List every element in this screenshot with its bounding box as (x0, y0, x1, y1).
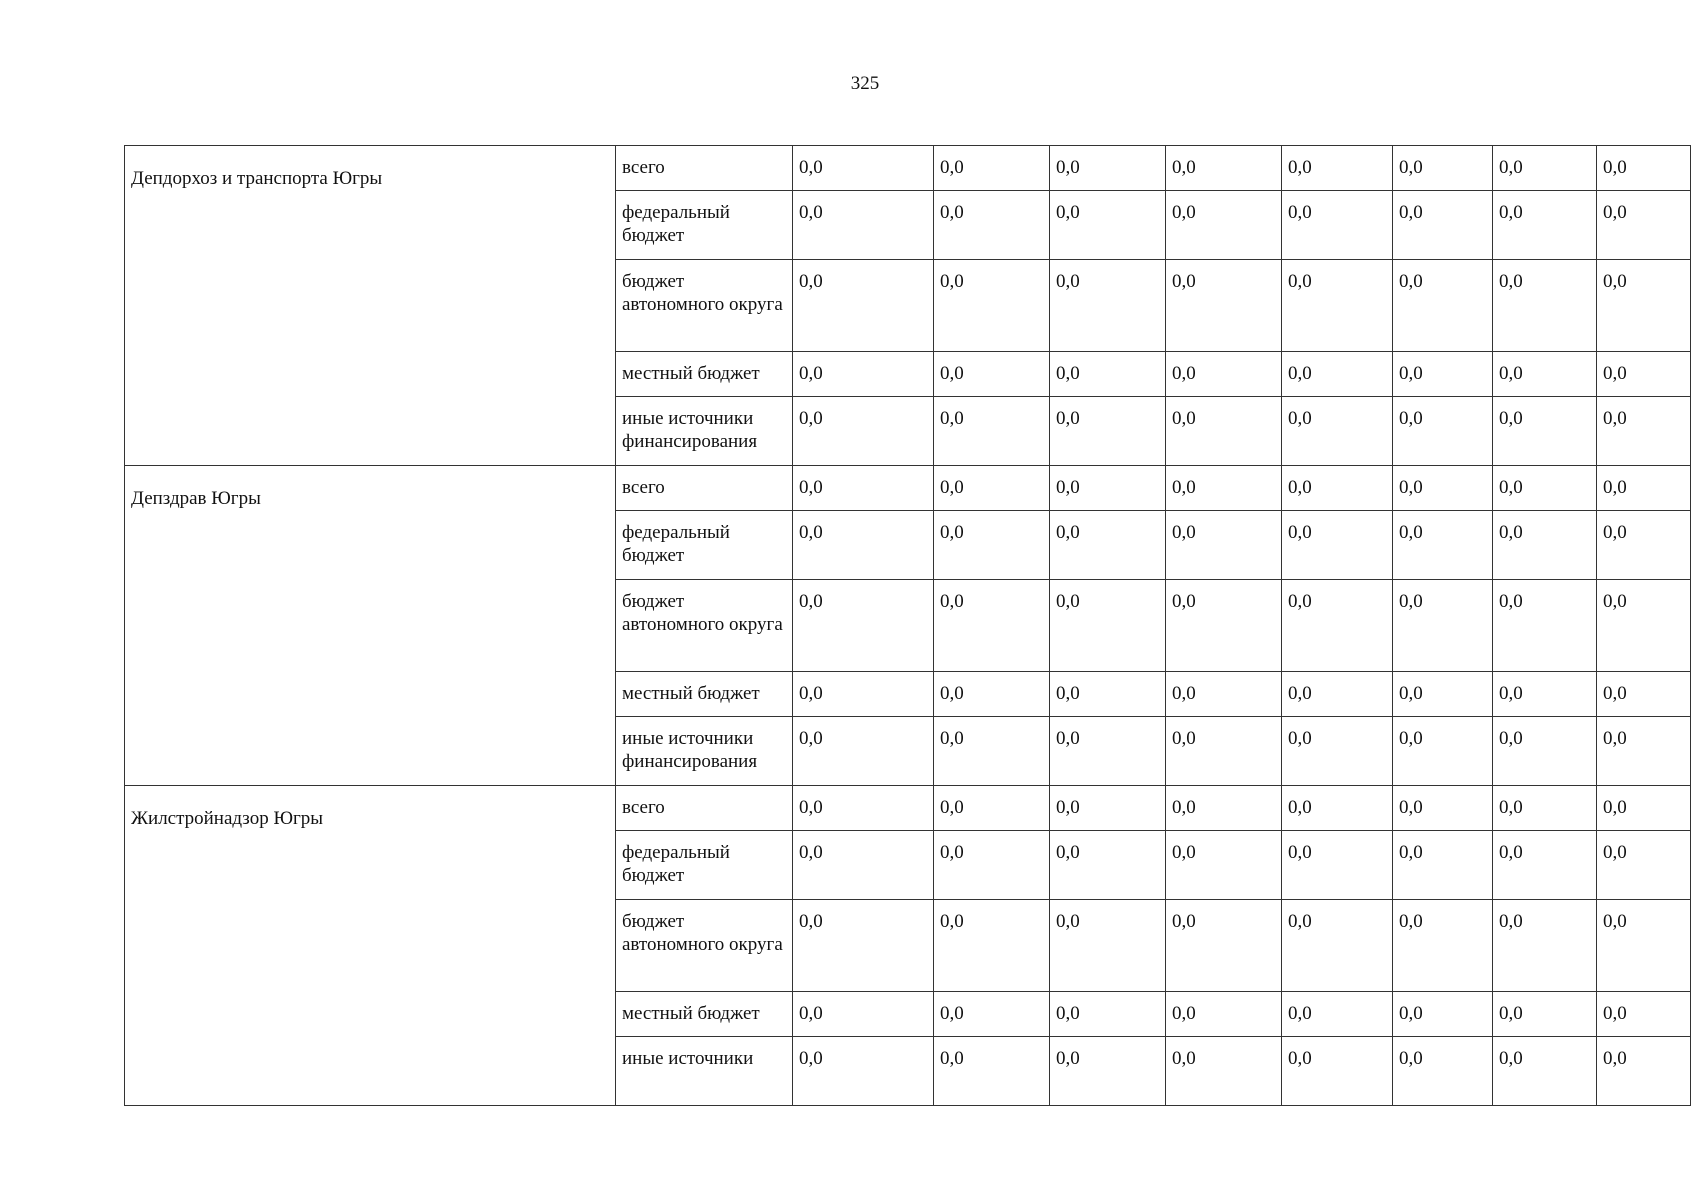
page-number: 325 (850, 73, 880, 94)
value-cell: 0,0 (1493, 717, 1597, 786)
value-cell: 0,0 (793, 1037, 934, 1106)
value-cell: 0,0 (1282, 260, 1393, 352)
organization-cell: Депдорхоз и транспорта Югры (125, 146, 616, 466)
value-cell: 0,0 (1393, 146, 1493, 191)
value-cell: 0,0 (1282, 831, 1393, 900)
value-cell: 0,0 (1166, 397, 1282, 466)
value-cell: 0,0 (1393, 580, 1493, 672)
value-cell: 0,0 (1393, 1037, 1493, 1106)
value-cell: 0,0 (1597, 260, 1691, 352)
value-cell: 0,0 (1050, 466, 1166, 511)
value-cell: 0,0 (934, 146, 1050, 191)
value-cell: 0,0 (1393, 717, 1493, 786)
funding-source-cell: всего (616, 146, 793, 191)
value-cell: 0,0 (793, 260, 934, 352)
value-cell: 0,0 (934, 511, 1050, 580)
value-cell: 0,0 (1050, 580, 1166, 672)
funding-source-cell: местный бюджет (616, 992, 793, 1037)
value-cell: 0,0 (1050, 900, 1166, 992)
value-cell: 0,0 (934, 1037, 1050, 1106)
value-cell: 0,0 (1050, 717, 1166, 786)
funding-source-cell: иные источники финансирования (616, 717, 793, 786)
value-cell: 0,0 (793, 511, 934, 580)
value-cell: 0,0 (1282, 146, 1393, 191)
funding-source-cell: бюджет автономного округа (616, 260, 793, 352)
value-cell: 0,0 (1282, 717, 1393, 786)
value-cell: 0,0 (1393, 992, 1493, 1037)
financing-table (124, 145, 1691, 1106)
value-cell: 0,0 (1282, 900, 1393, 992)
value-cell: 0,0 (793, 146, 934, 191)
value-cell: 0,0 (1393, 786, 1493, 831)
value-cell: 0,0 (934, 717, 1050, 786)
value-cell: 0,0 (1166, 191, 1282, 260)
value-cell: 0,0 (1493, 1037, 1597, 1106)
value-cell: 0,0 (934, 831, 1050, 900)
table-row (125, 146, 1691, 191)
value-cell: 0,0 (1282, 580, 1393, 672)
organization-cell: Жилстройнадзор Югры (125, 786, 616, 1106)
value-cell: 0,0 (1282, 992, 1393, 1037)
value-cell: 0,0 (934, 397, 1050, 466)
value-cell: 0,0 (934, 191, 1050, 260)
funding-source-cell: бюджет автономного округа (616, 580, 793, 672)
value-cell: 0,0 (793, 580, 934, 672)
value-cell: 0,0 (934, 992, 1050, 1037)
value-cell: 0,0 (1493, 580, 1597, 672)
value-cell: 0,0 (1393, 397, 1493, 466)
table-row (125, 786, 1691, 831)
funding-source-cell: федеральный бюджет (616, 511, 793, 580)
value-cell: 0,0 (793, 831, 934, 900)
value-cell: 0,0 (1050, 146, 1166, 191)
value-cell: 0,0 (1050, 397, 1166, 466)
funding-source-cell: местный бюджет (616, 352, 793, 397)
value-cell: 0,0 (1597, 672, 1691, 717)
value-cell: 0,0 (1166, 992, 1282, 1037)
value-cell: 0,0 (1282, 672, 1393, 717)
value-cell: 0,0 (1050, 992, 1166, 1037)
value-cell: 0,0 (1050, 511, 1166, 580)
value-cell: 0,0 (1050, 352, 1166, 397)
value-cell: 0,0 (1166, 352, 1282, 397)
value-cell: 0,0 (1166, 717, 1282, 786)
value-cell: 0,0 (934, 900, 1050, 992)
value-cell: 0,0 (1282, 511, 1393, 580)
value-cell: 0,0 (1597, 511, 1691, 580)
funding-source-cell: иные источники (616, 1037, 793, 1106)
value-cell: 0,0 (1166, 831, 1282, 900)
value-cell: 0,0 (1393, 900, 1493, 992)
value-cell: 0,0 (1493, 831, 1597, 900)
funding-source-cell: всего (616, 466, 793, 511)
value-cell: 0,0 (1050, 1037, 1166, 1106)
value-cell: 0,0 (1166, 1037, 1282, 1106)
funding-source-cell: федеральный бюджет (616, 191, 793, 260)
value-cell: 0,0 (1597, 786, 1691, 831)
value-cell: 0,0 (1597, 146, 1691, 191)
value-cell: 0,0 (793, 672, 934, 717)
value-cell: 0,0 (1493, 397, 1597, 466)
value-cell: 0,0 (793, 397, 934, 466)
value-cell: 0,0 (1166, 511, 1282, 580)
value-cell: 0,0 (793, 992, 934, 1037)
value-cell: 0,0 (934, 466, 1050, 511)
funding-source-cell: местный бюджет (616, 672, 793, 717)
value-cell: 0,0 (793, 191, 934, 260)
value-cell: 0,0 (1493, 992, 1597, 1037)
value-cell: 0,0 (793, 717, 934, 786)
value-cell: 0,0 (793, 466, 934, 511)
value-cell: 0,0 (1166, 466, 1282, 511)
value-cell: 0,0 (1393, 260, 1493, 352)
funding-source-cell: бюджет автономного округа (616, 900, 793, 992)
value-cell: 0,0 (1493, 672, 1597, 717)
value-cell: 0,0 (1597, 191, 1691, 260)
value-cell: 0,0 (1597, 397, 1691, 466)
value-cell: 0,0 (1166, 580, 1282, 672)
value-cell: 0,0 (793, 352, 934, 397)
value-cell: 0,0 (1597, 717, 1691, 786)
value-cell: 0,0 (1597, 580, 1691, 672)
value-cell: 0,0 (1282, 397, 1393, 466)
value-cell: 0,0 (1393, 672, 1493, 717)
table-body (125, 146, 1691, 1106)
funding-source-cell: федеральный бюджет (616, 831, 793, 900)
value-cell: 0,0 (1050, 260, 1166, 352)
value-cell: 0,0 (1393, 466, 1493, 511)
value-cell: 0,0 (1597, 466, 1691, 511)
value-cell: 0,0 (1493, 900, 1597, 992)
value-cell: 0,0 (934, 260, 1050, 352)
value-cell: 0,0 (1166, 672, 1282, 717)
value-cell: 0,0 (793, 900, 934, 992)
value-cell: 0,0 (1282, 786, 1393, 831)
value-cell: 0,0 (1597, 900, 1691, 992)
value-cell: 0,0 (1282, 1037, 1393, 1106)
value-cell: 0,0 (1597, 831, 1691, 900)
value-cell: 0,0 (934, 580, 1050, 672)
table-row (125, 466, 1691, 511)
value-cell: 0,0 (1393, 191, 1493, 260)
value-cell: 0,0 (1597, 1037, 1691, 1106)
value-cell: 0,0 (793, 786, 934, 831)
value-cell: 0,0 (1493, 260, 1597, 352)
funding-source-cell: иные источники финансирования (616, 397, 793, 466)
value-cell: 0,0 (1166, 900, 1282, 992)
value-cell: 0,0 (1166, 260, 1282, 352)
value-cell: 0,0 (1050, 786, 1166, 831)
value-cell: 0,0 (934, 786, 1050, 831)
value-cell: 0,0 (1493, 352, 1597, 397)
value-cell: 0,0 (1050, 831, 1166, 900)
value-cell: 0,0 (1050, 672, 1166, 717)
value-cell: 0,0 (1493, 466, 1597, 511)
value-cell: 0,0 (934, 352, 1050, 397)
value-cell: 0,0 (1493, 191, 1597, 260)
value-cell: 0,0 (1393, 352, 1493, 397)
value-cell: 0,0 (1282, 352, 1393, 397)
value-cell: 0,0 (1493, 511, 1597, 580)
value-cell: 0,0 (1050, 191, 1166, 260)
value-cell: 0,0 (1166, 146, 1282, 191)
value-cell: 0,0 (1282, 466, 1393, 511)
value-cell: 0,0 (1393, 511, 1493, 580)
value-cell: 0,0 (1393, 831, 1493, 900)
value-cell: 0,0 (1166, 786, 1282, 831)
value-cell: 0,0 (1282, 191, 1393, 260)
value-cell: 0,0 (1597, 992, 1691, 1037)
value-cell: 0,0 (1597, 352, 1691, 397)
value-cell: 0,0 (1493, 146, 1597, 191)
value-cell: 0,0 (1493, 786, 1597, 831)
value-cell: 0,0 (934, 672, 1050, 717)
funding-source-cell: всего (616, 786, 793, 831)
organization-cell: Депздрав Югры (125, 466, 616, 786)
